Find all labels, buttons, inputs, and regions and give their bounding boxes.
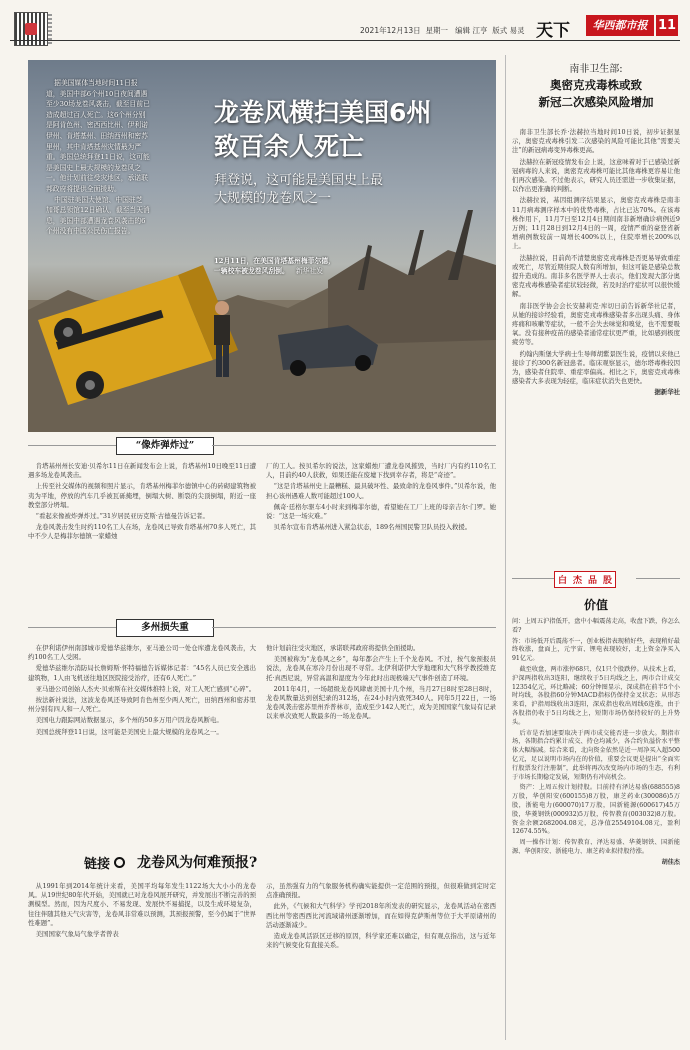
stock-body (512, 618, 680, 870)
photo-credit: 新华社发 (295, 267, 324, 275)
article-paragraph: “这是肯塔基州史上最糟糕、最具破坏性、最致命的龙卷风事件。”贝希尔说，他担心该州遇难人数可能超过100人。 (266, 482, 496, 500)
states-rule-right (212, 627, 496, 628)
article-paragraph: 此外，《气候和大气科学》学刊2018年所发表的研究显示，龙卷风活动在密西西比州等密西西比河流域诸州逐渐增加，而在如得克萨斯州等位于大平原诸州的活动逐渐减少。 (266, 902, 496, 929)
editor-credit: 编辑 江亨 (455, 26, 488, 35)
summary-line: 一。他计划前往受灾地区，承诺联 (46, 174, 148, 183)
headline-line-1: 龙卷风横扫美国6州 (214, 98, 432, 127)
section-name: 天下 (536, 21, 570, 41)
article-paragraph: 南非卫生部长乔·法赫拉当地时间10日说，初步证据显示，奥密克戎毒株引发二次感染的风险可能比其他“需要关注”的新冠病毒变异毒株更高。 (512, 128, 680, 155)
stock-answer: 截至收盘，两市涨停68只，仅1只个股跌停。从技术上看，沪深两指收出3连阳，继续收于5日均线之上，两市合计成交12354亿元，环比略减；60分钟图显示，深成指在前半5个小时均线，各股指60分钟MACD指标仍保持金叉状态；从形态来看，沪指周线收出3连阳，深成指也收出周线6连涨，由于各股指仍收于5日均线之上，短期市场仍保持较好的上升势头。 (512, 665, 680, 726)
caption-line-2-row (214, 266, 444, 276)
article-paragraph: 亚马逊公司创始人杰夫·贝索斯在社交媒体推特上说，对工人死亡感到“心碎”。 (35, 684, 256, 693)
summary-line: 息，美国中部遭遇龙卷风袭击的6 (46, 216, 146, 225)
article-paragraph: 法赫拉在新冠疫情发布会上说，这意味着对于已感染过新冠病毒的人来说，奥密克戎毒株可能比其他毒株更容易让他们再次感染。不过他表示，研究人员还需进一步收集证据，以作出更准确的判断。 (512, 157, 680, 194)
column-divider (505, 55, 506, 1040)
summary-line: 个州没有中国公民伤亡报告。 (46, 227, 135, 236)
article-paragraph: 从1991年到2014年统计来看，美国平均每年发生1122场大大小小的龙卷风。从19世纪80年代开始，美国就已对龙卷风展开研究，并发展出不断完善的预测模型。然而，因为尺度小、不易发现、发展快不易捕捉，以及生成环境复杂，往往伴随其他天气灾害等，龙卷风非常难以预测，其预报预警，至今仍属于“世界性难题”。 (28, 882, 256, 927)
article-paragraph: 美国电力跟踪网站数据显示，多个州的50多万用户因龙卷风断电。 (35, 716, 223, 725)
article-paragraph: 造成龙卷风活跃区迁移的原因，科学家还难以确定，但有观点指出，这与近年来的气候变化有直接关系。 (266, 932, 496, 950)
summary-line: 重。美国总统拜登11日说，这可能 (46, 153, 150, 162)
summary-line: 据美国媒体当地时间11日报 (54, 79, 138, 87)
stock-answer: 后市是否加速要取决于两市成交能否进一步放大。期指市场，各期指合约累计成交、持仓均减少，各合约负溢价水平整体大幅缩减。综合来看，北向资金依然是近一周净买入超500亿元，足以说明市场内在的价值，重要会议更是提出“全面实行股票发行注册制”，此举将再次改变场内市场的生态，有利于市场长期稳定发展，短期仍有冲高机会。 (512, 729, 680, 781)
article-paragraph: 2011年4月，一场超级龙卷风肆虐美国十几个州，当月27日8时至28日8时，龙卷风数量达到创纪录的312场，在24小时内致死340人。同年5月22日，一场龙卷风袭击密苏里州乔普林市，造成至少142人死亡，成为美国国家气象局有记录以来单次致死人数最多的一场龙卷风。 (266, 684, 496, 721)
article-paragraph: 美国总统拜登11日说，这可能是美国史上最大规模的龙卷风之一。 (35, 727, 223, 736)
summary-line: 造成超过百人死亡。这6个州分别 (46, 110, 146, 119)
subheadline-line-1: 拜登说，这可能是美国史上最 (214, 173, 384, 188)
article-paragraph: 佩奇·廷格尔驱车4小时来到梅菲尔德，看望她在工厂上班的母亲吉尔·门罗。她说：“这是一场灾难。” (266, 502, 496, 521)
covid-title-block (512, 62, 680, 111)
covid-title-2: 新冠二次感染风险增加 (538, 95, 654, 109)
article-paragraph: 美国被称为“龙卷风之乡”，每年都会产生上千个龙卷风。不过，按气象预报员说法，龙卷风在寒冷月份出现不寻常。北伊利诺伊大学地理和大气科学教授维克托·真西尼说，异常高温和湿度为今年此时出现极端天气事件创造了环境。 (266, 655, 496, 682)
article-paragraph: 肯塔基州州长安迪·贝希尔11日在新闻发布会上说，肯塔基州10日晚至11日遭遇多场龙卷风袭击。 (28, 462, 256, 480)
article-paragraph: 贝希尔宣布肯塔基州进入紧急状态，189名州国民警卫队员投入救援。 (273, 523, 472, 532)
page-number: 11 (656, 15, 678, 36)
lead-subheadline (214, 172, 494, 208)
link-bullet-icon (114, 857, 125, 868)
states-heading: 多州损失重 (116, 619, 214, 637)
link-col-right (266, 882, 496, 952)
summary-line: 邦政府将提供全面援助。 (46, 184, 121, 193)
boom-heading: “像炸弹炸过” (116, 437, 214, 455)
link-col-left (28, 882, 256, 941)
summary-line: 加哥总领馆12日确认，截至当天消 (46, 206, 150, 215)
states-col-right (266, 644, 496, 724)
article-paragraph: 法赫拉说，目前尚不清楚奥密克戎毒株是否更易导致重症或死亡，尽管近期住院人数有所增加，但这可能是感染总数提升造成的。南非多名医学界人士表示，他们发现大部分奥密克戎毒株感染者症状较轻微，若及时治疗症状可以很快缓解。 (512, 253, 680, 299)
issue-weekday: 星期一 (425, 26, 448, 35)
stock-tag-char: 杰 (573, 576, 583, 586)
summary-line: 至少30场龙卷风袭击，截至目前已 (46, 100, 150, 109)
lead-photo (28, 60, 496, 432)
states-rule-left (28, 627, 116, 628)
article-paragraph: 上传至社交媒体的视频和照片显示，肯塔基州梅菲尔德镇中心的砖砌建筑物被夷为平地，停放的汽车几乎被瓦砾掩埋，倒塌大树、断裂的尖顶倒塌，附近一座教堂部分坍塌。 (28, 482, 256, 509)
boom-col-right (266, 462, 496, 534)
article-paragraph: 法赫拉说，基因组测序结果显示，奥密克戎毒株是南非11月病毒测序样本中的优势毒株，占比已达70%。在该毒株作用下，11月7日至12月4日期间南非新增确诊病例近9万例；11月28日到12月4日的一周，疫情严重的豪登省新增病例数较前一周增长400%以上，住院率增长200%以上。 (512, 196, 680, 251)
subheadline-line-2: 大规模的龙卷风之一 (214, 191, 332, 206)
link-heading (84, 850, 257, 874)
stock-rule-left (512, 578, 554, 579)
lead-summary (46, 78, 166, 237)
summary-line: 伊州、肯塔基州、田纳西州和密苏 (46, 131, 148, 140)
article-paragraph: 按法新社说法，这波龙卷风还导致阿肯色州至少两人死亡，田纳西州和密苏里州分别有四人和一人死亡。 (28, 696, 256, 714)
article-paragraph: 爱德华兹维尔消防局长詹姆斯·怀特福德告诉媒体记者：“45名人员已安全逃出建筑物，1人由飞机送往地区医院接受治疗，还有6人死亡。” (28, 664, 256, 682)
link-title: 龙卷风为何难预报? (137, 855, 258, 871)
layout-credit: 版式 易灵 (492, 26, 525, 35)
summary-line: 道，美国中部6个州10日夜间遭遇 (46, 89, 148, 98)
header-info (360, 25, 525, 36)
covid-credit: 据新华社 (654, 388, 680, 397)
article-paragraph: 龙卷风袭击发生时约110名工人在场，龙卷风已导致肯塔基州70多人死亡，其中不少人是梅菲尔德镇一家蜡烛 (28, 523, 256, 541)
header-rule (10, 40, 680, 41)
boom-rule-right (212, 445, 496, 446)
article-paragraph: 示，虽然强有力的气象服务机构确实能提供一定范围的预报，但很难做到定时定点准确预报。 (266, 882, 496, 900)
caption-line-1: 12月11日，在美国肯塔基州梅菲尔德， (214, 257, 335, 265)
boom-col-left (28, 462, 256, 544)
covid-kicker: 南非卫生部: (569, 64, 623, 75)
summary-line: 是阿肯色州、密西西比州、伊利诺 (46, 121, 148, 130)
covid-title-1: 奥密克戎毒株或致 (550, 78, 642, 92)
article-paragraph: 在伊利诺伊州南部城市爱德华兹维尔，亚马逊公司一处仓库遭龙卷风袭击，大约100名工人受困。 (28, 644, 256, 662)
link-tag: 链接 (84, 856, 111, 872)
article-paragraph: “看起来像被炸弹炸过。”31岁居民亚历克斯·古德曼告诉记者。 (35, 512, 209, 521)
stock-assets: 资产：上周五按计划持股。目前持有泽达易盛(688555)8万股，华创阳安(600155)8万股，康芝药业(300086)5万股，浙能电力(600070)17万股，国新能源(600617)45万股，华菱钢铁(000932)5万股，传智教育(003032)8万股。资金余额2682004.08元，总净值25549104.08元，盈利12674.55%。 (512, 784, 680, 836)
stock-title: 价值 (583, 598, 608, 612)
covid-body (512, 128, 680, 400)
stock-rule-right (636, 578, 680, 579)
caption-line-2: 一辆校车被龙卷风刮倒。 (214, 267, 289, 275)
article-paragraph: 约翰内斯堡大学病士生导师胡紫景医生说，疫情以来他已接诊了约300名新冠患者。临床观察显示，德尔塔毒株较因为，感染者住院率、重症率偏高。相比之下，奥密克戎毒株感染者大多表现为轻症，临床症状消失也更快。 (512, 349, 680, 386)
article-paragraph: 南非医学协会会长安赫莉克·库切日前告诉新华社记者，从她的接诊经验看，奥密克戎毒株感染者多出现头痛、身体疼痛和咳嗽等症状，一般不会失去味觉和嗅觉，也不需要吸氧。没有接种疫苗的感染者通常症状更严重，比如感到极度疲劳等。 (512, 301, 680, 347)
stock-tag-char: 股 (603, 576, 613, 586)
photo-caption (214, 256, 444, 276)
summary-line: 是美国史上最大规模的龙卷风之 (46, 163, 142, 172)
issue-date: 2021年12月13日 (360, 26, 421, 35)
stock-tag-char: 白 (558, 576, 568, 586)
headline-line-2: 致百余人死亡 (214, 132, 365, 161)
article-paragraph: 厂的工人。按贝希尔的说法，这家蜡烛厂遭龙卷风摧毁，当时厂内有约110名工人，目前约40人获救，如果还能在废墟下找到幸存者，将是“奇迹”。 (266, 462, 496, 480)
boom-rule-left (28, 445, 116, 446)
article-paragraph: 他计划前往受灾地区，承诺联邦政府将提供全面援助。 (266, 644, 420, 652)
stock-author: 胡佳杰 (661, 858, 680, 866)
stock-tag-char: 品 (588, 576, 598, 586)
paper-logo (586, 15, 654, 36)
stock-answer: 答：市场低开后震荡不一，创业板指表现稍好些，表现稍好最终收涨，盘面上，元宇宙、锂电表现较好，北上资金净买入91亿元。 (512, 637, 680, 663)
summary-line: 中国驻美国大使馆、中国驻芝 (54, 195, 143, 204)
article-paragraph: 美国国家气象局气象学者曾表 (35, 930, 119, 939)
stock-question: 问：上周五沪指低开，盘中小幅震荡走高，收盘下跌，你怎么看? (512, 618, 680, 634)
paper-name: 华西都市报 (592, 19, 648, 32)
states-col-left (28, 644, 256, 739)
stock-tag (554, 571, 616, 588)
summary-line: 里州，其中肯塔基州灾情最为严 (46, 142, 142, 151)
stock-week-ops: 周一操作计划：传智教育、泽达易盛、华菱钢铁、国新能源、华创阳安、浙能电力、康芝药业拟持股待涨。 (512, 839, 680, 855)
lead-headline (214, 96, 494, 164)
